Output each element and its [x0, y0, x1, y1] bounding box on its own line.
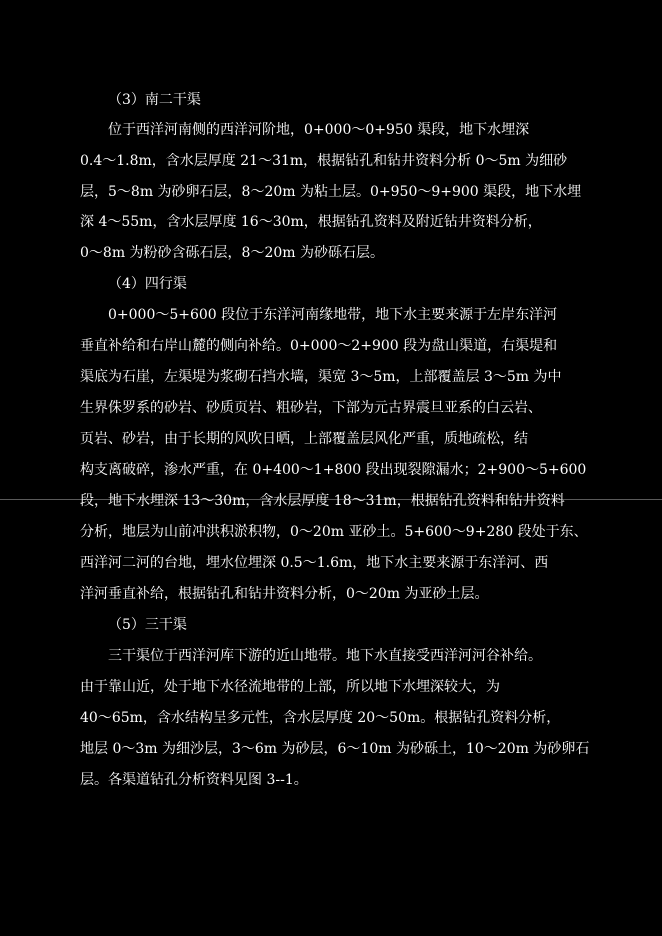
paragraph-line: 分析，地层为山前冲洪积淤积物，0～20m 亚砂土。5+600～9+280 段处于东、: [80, 524, 588, 540]
paragraph-line: 西洋河二河的台地，埋水位埋深 0.5～1.6m，地下水主要来源于东洋河、西: [80, 555, 549, 571]
paragraph-line: 40～65m，含水结构呈多元性，含水层厚度 20～50m。根据钻孔资料分析，: [80, 710, 561, 726]
section-heading-si-xing-qu: （4）四行渠: [108, 276, 187, 292]
paragraph-line: 深 4～55m，含水层厚度 16～30m，根据钻孔资料及附近钻井资料分析，: [80, 214, 542, 230]
paragraph-line: 0.4～1.8m，含水层厚度 21～31m，根据钻孔和钻井资料分析 0～5m 为细砂: [80, 153, 568, 169]
paragraph-line: 层。各渠道钻孔分析资料见图 3--1。: [80, 772, 308, 788]
paragraph-line: 垂直补给和右岸山麓的侧向补给。0+000～2+900 段为盘山渠道，右渠堤和: [80, 338, 558, 354]
paragraph-line: 构支离破碎，渗水严重，在 0+400～1+800 段出现裂隙漏水；2+900～5+600: [80, 462, 587, 478]
paragraph-line: 0+000～5+600 段位于东洋河南缘地带，地下水主要来源于左岸东洋河: [108, 307, 558, 323]
paragraph-line: 0～8m 为粉砂含砾石层，8～20m 为砂砾石层。: [80, 245, 384, 261]
paragraph-line: 位于西洋河南侧的西洋河阶地，0+000～0+950 渠段，地下水埋深: [108, 122, 530, 138]
paragraph-line: 页岩、砂岩，由于长期的风吹日晒，上部覆盖层风化严重，质地疏松，结: [80, 431, 528, 447]
paragraph-line: 生界侏罗系的砂岩、砂质页岩、粗砂岩，下部为元古界震旦亚系的白云岩、: [80, 400, 542, 416]
paragraph-line: 地层 0～3m 为细沙层，3～6m 为砂层，6～10m 为砂砾土，10～20m 为砂卵石: [80, 741, 590, 757]
paragraph-line: 洋河垂直补给，根据钻孔和钻井资料分析，0～20m 为亚砂土层。: [80, 586, 489, 602]
paragraph-line: 三干渠位于西洋河库下游的近山地带。地下水直接受西洋河河谷补给。: [108, 648, 542, 664]
paragraph-line: 渠底为石崖，左渠堤为浆砌石挡水墙，渠宽 3～5m，上部覆盖层 3～5m 为中: [80, 369, 562, 385]
section-heading-san-gan-qu: （5）三干渠: [108, 617, 187, 633]
paragraph-line: 层，5～8m 为砂卵石层，8～20m 为粘土层。0+950～9+900 渠段，地下水埋: [80, 184, 582, 200]
paragraph-line: 由于靠山近，处于地下水径流地带的上部，所以地下水埋深较大，为: [80, 679, 500, 695]
section-heading-nan-er-gan-qu: （3）南二干渠: [108, 92, 201, 108]
paragraph-line: 段，地下水埋深 13～30m，含水层厚度 18～31m，根据钻孔资料和钻井资料: [80, 493, 565, 509]
